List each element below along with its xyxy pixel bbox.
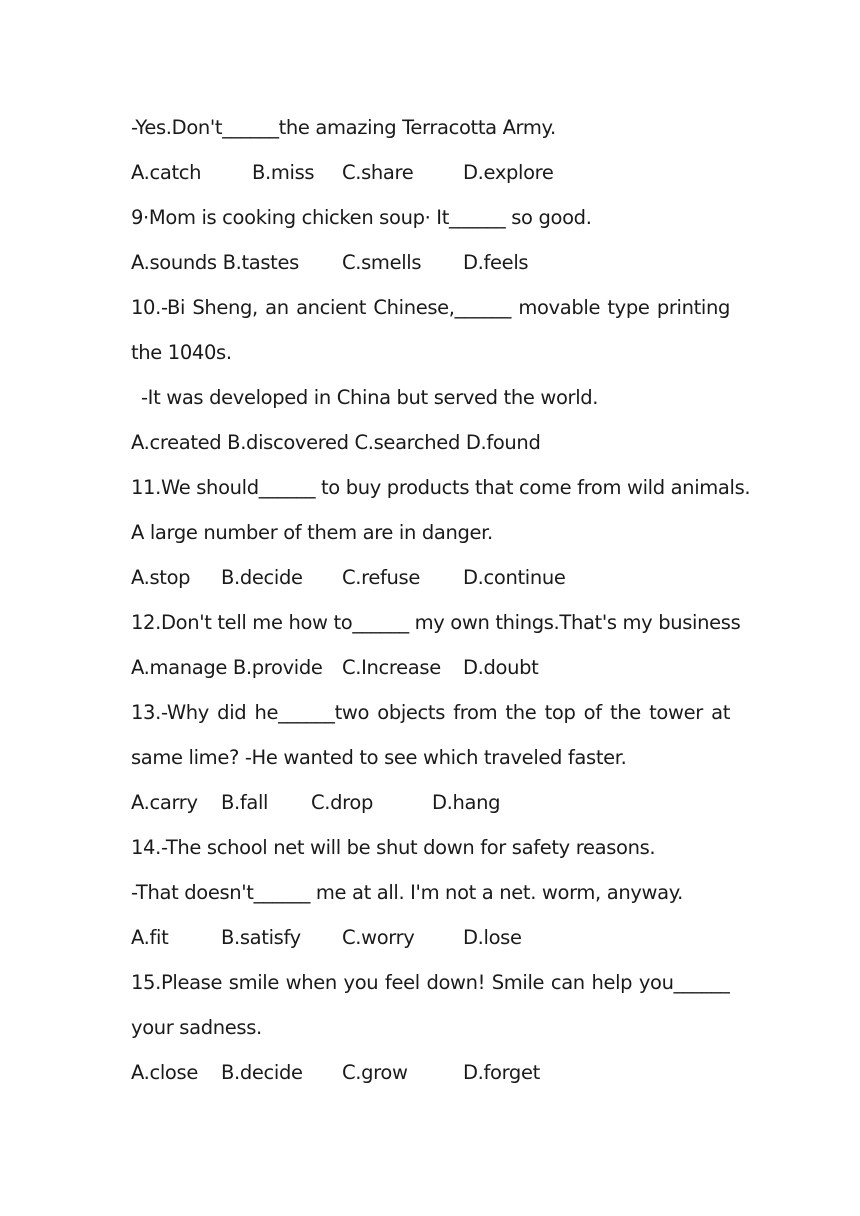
- question-11-options: [131, 555, 730, 600]
- question-8-dialogue: -Yes.Don't______the amazing Terracotta Army.: [131, 116, 556, 139]
- question-15-options: [131, 1050, 730, 1095]
- option-c: C.refuse: [342, 566, 420, 589]
- option-a: A.stop: [131, 566, 191, 589]
- question-10-text-continued: the 1040s.: [131, 341, 232, 364]
- question-11-text: 11.We should______ to buy products that come from wild animals.: [131, 476, 751, 499]
- question-13-text-continued: same lime? -He wanted to see which traveled faster.: [131, 746, 627, 769]
- question-11-text-continued: A large number of them are in danger.: [131, 521, 493, 544]
- question-14-response: -That doesn't______ me at all. I'm not a net. worm, anyway.: [131, 881, 683, 904]
- option-c: C.grow: [342, 1061, 408, 1084]
- question-13-options: [131, 780, 730, 825]
- worksheet-page: [131, 105, 751, 1095]
- option-a: A.carry: [131, 791, 198, 814]
- option-c: C.drop: [311, 791, 373, 814]
- question-12-options: [131, 645, 730, 690]
- option-a-b: A.sounds B.tastes: [131, 251, 299, 274]
- option-c: C.share: [342, 161, 414, 184]
- question-8-options: [131, 150, 730, 195]
- question-15-text: 15.Please smile when you feel down! Smile can help you______: [131, 971, 730, 994]
- question-10-text: 10.-Bi Sheng, an ancient Chinese,______ movable type printing: [131, 296, 730, 319]
- question-14-options: [131, 915, 730, 960]
- option-b: B.miss: [252, 161, 315, 184]
- option-b: B.satisfy: [221, 926, 301, 949]
- option-c: C.Increase: [342, 656, 441, 679]
- question-10-response: -It was developed in China but served the world.: [141, 386, 599, 409]
- option-d: D.continue: [463, 566, 566, 589]
- option-a-b: A.manage B.provide: [131, 656, 323, 679]
- question-14-text: 14.-The school net will be shut down for safety reasons.: [131, 836, 656, 859]
- option-b: B.fall: [221, 791, 269, 814]
- question-9-options: [131, 240, 730, 285]
- option-d: D.forget: [463, 1061, 540, 1084]
- option-d: D.lose: [463, 926, 522, 949]
- option-b: B.decide: [221, 1061, 303, 1084]
- option-a: A.close: [131, 1061, 198, 1084]
- option-c: C.worry: [342, 926, 415, 949]
- option-d: D.hang: [432, 791, 501, 814]
- option-a: A.fit: [131, 926, 169, 949]
- question-12-text: 12.Don't tell me how to______ my own things.That's my business: [131, 611, 741, 634]
- question-9-text: 9·Mom is cooking chicken soup· It______ so good.: [131, 206, 592, 229]
- option-d: D.feels: [463, 251, 529, 274]
- option-b: B.decide: [221, 566, 303, 589]
- option-a: A.catch: [131, 161, 202, 184]
- question-15-text-continued: your sadness.: [131, 1016, 262, 1039]
- option-d: D.doubt: [463, 656, 539, 679]
- question-13-text: 13.-Why did he______two objects from the top of the tower at: [131, 701, 730, 724]
- option-c: C.smells: [342, 251, 422, 274]
- question-10-options: A.created B.discovered C.searched D.found: [131, 431, 541, 454]
- option-d: D.explore: [463, 161, 554, 184]
